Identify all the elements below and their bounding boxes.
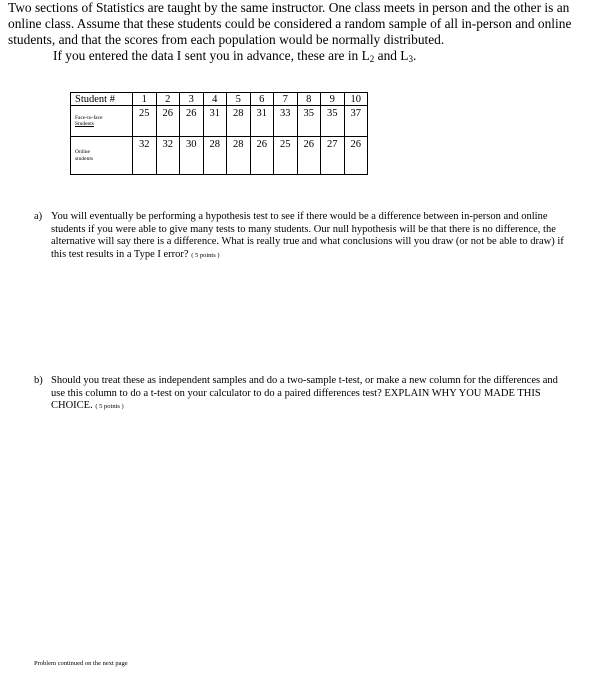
student-number-cell: 10 [344, 93, 368, 106]
student-number-cell: 7 [274, 93, 298, 106]
question-b-text: Should you treat these as independent samples and do a two-sample t-test, or make a new column for the differences and use this column to do a t-test on your calculator to do a paired differences test? EXPLAIN WHY YOU MADE THIS CHOICE. [51, 375, 558, 412]
online-score-cell: 26 [250, 137, 274, 175]
student-number-cell: 4 [203, 93, 227, 106]
online-label: Online students [71, 137, 133, 175]
online-score-cell: 25 [274, 137, 298, 175]
face-score-cell: 31 [203, 106, 227, 137]
problem-intro [8, 0, 593, 64]
face-score-cell: 26 [180, 106, 204, 137]
question-a-marker: a) [34, 211, 43, 222]
online-score-cell: 27 [321, 137, 345, 175]
student-number-cell: 5 [227, 93, 251, 106]
question-a-text: You will eventually be performing a hypothesis test to see if there would be a difference between in-person and online students if you were able to give many tests to many students. Our null hypothesis will be that there is no difference, the alternative will say there is a difference. What is really true and what conclusions will you draw (or not be able to draw) if this test results in a Type I error? [51, 211, 564, 260]
student-number-cell: 1 [133, 93, 157, 106]
student-number-cell: 9 [321, 93, 345, 106]
page-footer-note: Problem continued on the next page [34, 660, 128, 667]
online-row [71, 137, 368, 175]
face-to-face-label: Face-to-face Students [71, 106, 133, 137]
face-to-face-row [71, 106, 368, 137]
online-score-cell: 30 [180, 137, 204, 175]
online-score-cell: 32 [133, 137, 157, 175]
student-number-cell: 8 [297, 93, 321, 106]
student-number-header: Student # [71, 93, 133, 106]
data-location-line: If you entered the data I sent you in advance, these are in $L_2$ and $L_3$. [53, 48, 417, 64]
online-score-cell: 26 [344, 137, 368, 175]
question-b-points: ( 5 points ) [95, 403, 124, 411]
face-score-cell: 35 [297, 106, 321, 137]
face-score-cell: 33 [274, 106, 298, 137]
face-score-cell: 37 [344, 106, 368, 137]
question-a [34, 211, 574, 262]
question-b-marker: b) [34, 375, 43, 386]
online-score-cell: 26 [297, 137, 321, 175]
face-score-cell: 26 [156, 106, 180, 137]
question-a-points: ( 5 points ) [191, 251, 220, 259]
online-score-cell: 28 [203, 137, 227, 175]
intro-paragraph: Two sections of Statistics are taught by the same instructor. One class meets in person and the other is an online class. Assume that these students could be considered a random sample of all in-person and online students, and that the scores from each population would be normally distributed. [8, 0, 572, 47]
student-number-cell: 3 [180, 93, 204, 106]
face-score-cell: 28 [227, 106, 251, 137]
face-score-cell: 25 [133, 106, 157, 137]
online-score-cell: 28 [227, 137, 251, 175]
student-number-row [71, 93, 368, 106]
face-score-cell: 35 [321, 106, 345, 137]
student-number-cell: 6 [250, 93, 274, 106]
question-b [34, 375, 574, 414]
student-number-cell: 2 [156, 93, 180, 106]
face-score-cell: 31 [250, 106, 274, 137]
online-score-cell: 32 [156, 137, 180, 175]
scores-table [70, 92, 368, 175]
